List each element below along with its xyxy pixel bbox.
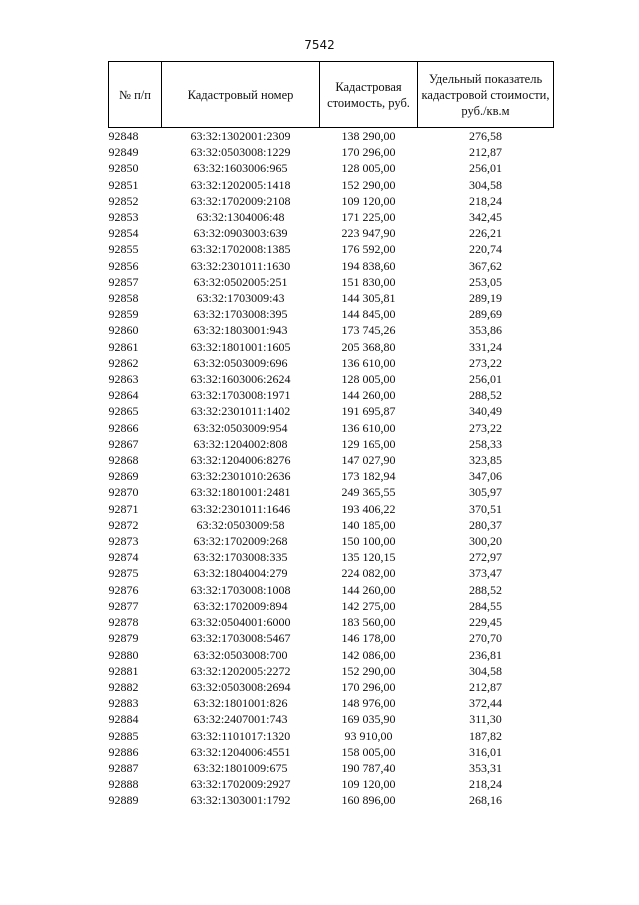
row-number: 92888: [108, 777, 139, 792]
cadastral-number: 63:32:1801001:826: [193, 696, 288, 711]
cadastral-number: 63:32:1703009:43: [196, 291, 285, 306]
specific-index: 229,45: [469, 615, 502, 630]
cadastral-value: 142 275,00: [341, 598, 396, 613]
cadastral-number: 63:32:1703008:5467: [190, 631, 291, 646]
specific-index: 331,24: [469, 339, 502, 354]
row-number: 92884: [108, 712, 139, 727]
table-row: [109, 792, 554, 808]
cadastral-number: 63:32:2301011:1630: [190, 258, 291, 273]
cadastral-number: 63:32:1702009:2927: [190, 777, 291, 792]
table-row: [109, 776, 554, 792]
specific-index: 218,24: [469, 193, 502, 208]
cadastral-value: 144 305,81: [341, 291, 396, 306]
cadastral-number: 63:32:0504001:6000: [190, 615, 291, 630]
row-number: 92873: [108, 534, 139, 549]
specific-index: 370,51: [469, 501, 502, 516]
cadastral-value: 147 027,90: [341, 453, 396, 468]
specific-index: 220,74: [469, 242, 502, 257]
table-row: [109, 209, 554, 225]
row-number: 92869: [108, 469, 139, 484]
header-specific-index: Удельный показатель кадастровой стоимости, руб./кв.м: [418, 62, 554, 128]
cadastral-number: 63:32:1302001:2309: [162, 128, 320, 145]
row-number: 92863: [108, 372, 139, 387]
cadastral-value: 148 976,00: [341, 696, 396, 711]
cadastral-number: 63:32:0503009:696: [193, 355, 288, 370]
cadastral-value: 194 838,60: [341, 258, 396, 273]
cadastral-value: 128 005,00: [341, 372, 396, 387]
table-row: [109, 452, 554, 468]
cadastral-value: 144 260,00: [341, 388, 396, 403]
cadastral-number: 63:32:1603006:965: [193, 161, 288, 176]
cadastral-number: 63:32:0503008:700: [193, 647, 288, 662]
specific-index: 289,69: [469, 307, 502, 322]
cadastral-value: 223 947,90: [341, 226, 396, 241]
cadastral-value: 93 910,00: [344, 728, 393, 743]
cadastral-number: 63:32:1303001:1792: [190, 793, 291, 808]
row-number: 92870: [108, 485, 139, 500]
cadastral-value: 150 100,00: [341, 534, 396, 549]
table-row: [109, 290, 554, 306]
specific-index: 305,97: [469, 485, 502, 500]
table-row: [109, 193, 554, 209]
row-number: 92862: [108, 355, 139, 370]
specific-index: 276,58: [418, 128, 554, 145]
cadastral-value: 160 896,00: [341, 793, 396, 808]
table-row: [109, 614, 554, 630]
row-number: 92857: [108, 274, 139, 289]
cadastral-value: 224 082,00: [341, 566, 396, 581]
cadastral-number: 63:32:1304006:48: [196, 210, 285, 225]
table-row: [109, 144, 554, 160]
specific-index: 300,20: [469, 534, 502, 549]
cadastral-number: 63:32:0502005:251: [193, 274, 288, 289]
table-row: [109, 565, 554, 581]
table-row: [109, 355, 554, 371]
cadastral-value: 193 406,22: [341, 501, 396, 516]
cadastral-value: 158 005,00: [341, 744, 396, 759]
table-row: [109, 160, 554, 176]
specific-index: 270,70: [469, 631, 502, 646]
row-number: 92852: [108, 193, 139, 208]
row-number: 92874: [108, 550, 139, 565]
cadastral-number: 63:32:0503009:954: [193, 420, 288, 435]
row-number: 92867: [108, 436, 139, 451]
specific-index: 253,05: [469, 274, 502, 289]
cadastral-number: 63:32:0903003:639: [193, 226, 288, 241]
table-row: [109, 468, 554, 484]
cadastral-value: 173 182,94: [341, 469, 396, 484]
table-row: [109, 663, 554, 679]
cadastral-number: 63:32:1204006:4551: [190, 744, 291, 759]
table-row: [109, 533, 554, 549]
table-row: [109, 549, 554, 565]
cadastral-value: 109 120,00: [341, 777, 396, 792]
cadastral-value: 249 365,55: [341, 485, 396, 500]
cadastral-number: 63:32:1202005:1418: [190, 177, 291, 192]
specific-index: 342,45: [469, 210, 502, 225]
table-row: [109, 258, 554, 274]
table-row: [109, 598, 554, 614]
cadastral-value: 152 290,00: [341, 177, 396, 192]
row-number: 92877: [108, 598, 139, 613]
cadastral-number: 63:32:1202005:2272: [190, 663, 291, 678]
cadastral-value: 170 296,00: [341, 679, 396, 694]
specific-index: 304,58: [469, 177, 502, 192]
cadastral-number: 63:32:1204002:808: [193, 436, 288, 451]
specific-index: 256,01: [469, 372, 502, 387]
specific-index: 258,33: [469, 436, 502, 451]
specific-index: 218,24: [469, 777, 502, 792]
cadastral-number: 63:32:1702008:1385: [190, 242, 291, 257]
table-row: [109, 225, 554, 241]
specific-index: 212,87: [469, 679, 502, 694]
cadastral-value: 169 035,90: [341, 712, 396, 727]
cadastral-number: 63:32:1101017:1320: [190, 728, 291, 743]
row-number: 92864: [108, 388, 139, 403]
table-row: [109, 387, 554, 403]
row-number: 92887: [108, 760, 139, 775]
row-number: 92866: [108, 420, 139, 435]
specific-index: 316,01: [469, 744, 502, 759]
cadastral-number: 63:32:1801001:1605: [190, 339, 291, 354]
specific-index: 340,49: [469, 404, 502, 419]
table-row: [109, 177, 554, 193]
row-number: 92875: [108, 566, 139, 581]
cadastral-number: 63:32:2301011:1646: [190, 501, 291, 516]
table-row: [109, 582, 554, 598]
cadastral-number: 63:32:0503008:1229: [190, 145, 291, 160]
specific-index: 273,22: [469, 355, 502, 370]
cadastral-value: 152 290,00: [341, 663, 396, 678]
table-row: [109, 420, 554, 436]
row-number: 92883: [108, 696, 139, 711]
table-row: [109, 128, 554, 145]
specific-index: 212,87: [469, 145, 502, 160]
table-row: [109, 517, 554, 533]
cadastral-value: 205 368,80: [341, 339, 396, 354]
row-number: 92886: [108, 744, 139, 759]
cadastral-number: 63:32:1702009:894: [193, 598, 288, 613]
table-row: [109, 744, 554, 760]
cadastral-number: 63:32:1801001:2481: [190, 485, 291, 500]
specific-index: 311,30: [469, 712, 502, 727]
cadastral-value: 144 845,00: [341, 307, 396, 322]
cadastral-value: 109 120,00: [341, 193, 396, 208]
table-row: [109, 241, 554, 257]
table-row: [109, 647, 554, 663]
row-number: 92889: [108, 793, 139, 808]
cadastral-value: 140 185,00: [341, 517, 396, 532]
row-number: 92880: [108, 647, 139, 662]
row-number: 92858: [108, 291, 139, 306]
cadastral-value: 136 610,00: [341, 420, 396, 435]
row-number: 92848: [109, 128, 162, 145]
row-number: 92853: [108, 210, 139, 225]
row-number: 92885: [108, 728, 139, 743]
cadastral-value: 135 120,15: [341, 550, 396, 565]
specific-index: 347,06: [469, 469, 502, 484]
specific-index: 272,97: [469, 550, 502, 565]
table-row: [109, 484, 554, 500]
row-number: 92855: [108, 242, 139, 257]
row-number: 92856: [108, 258, 139, 273]
row-number: 92871: [108, 501, 139, 516]
specific-index: 256,01: [469, 161, 502, 176]
row-number: 92868: [108, 453, 139, 468]
specific-index: 280,37: [469, 517, 502, 532]
cadastral-value: 173 745,26: [341, 323, 396, 338]
table-row: [109, 695, 554, 711]
cadastral-number: 63:32:1204006:8276: [190, 453, 291, 468]
cadastral-table: [108, 61, 554, 809]
row-number: 92860: [108, 323, 139, 338]
cadastral-value: 170 296,00: [341, 145, 396, 160]
row-number: 92879: [108, 631, 139, 646]
table-row: [109, 403, 554, 419]
cadastral-number: 63:32:2301010:2636: [190, 469, 291, 484]
specific-index: 353,86: [469, 323, 502, 338]
cadastral-value: 144 260,00: [341, 582, 396, 597]
specific-index: 288,52: [469, 388, 502, 403]
cadastral-number: 63:32:1804004:279: [193, 566, 288, 581]
cadastral-number: 63:32:1703008:1008: [190, 582, 291, 597]
table-row: [109, 728, 554, 744]
specific-index: 268,16: [469, 793, 502, 808]
cadastral-value: 176 592,00: [341, 242, 396, 257]
cadastral-number: 63:32:0503009:58: [196, 517, 285, 532]
specific-index: 273,22: [469, 420, 502, 435]
table-row: [109, 371, 554, 387]
row-number: 92850: [108, 161, 139, 176]
cadastral-number: 63:32:1703008:395: [193, 307, 288, 322]
row-number: 92881: [108, 663, 139, 678]
cadastral-number: 63:32:2301011:1402: [190, 404, 291, 419]
cadastral-value: 142 086,00: [341, 647, 396, 662]
table-row: [109, 339, 554, 355]
cadastral-value: 136 610,00: [341, 355, 396, 370]
row-number: 92865: [108, 404, 139, 419]
cadastral-number: 63:32:0503008:2694: [190, 679, 291, 694]
row-number: 92861: [108, 339, 139, 354]
row-number: 92872: [108, 517, 139, 532]
cadastral-value: 138 290,00: [320, 128, 418, 145]
table-row: [109, 322, 554, 338]
cadastral-number: 63:32:1702009:2108: [190, 193, 291, 208]
specific-index: 323,85: [469, 453, 502, 468]
header-cadastral-value: Кадастровая стоимость, руб.: [320, 62, 418, 128]
specific-index: 187,82: [469, 728, 502, 743]
cadastral-value: 171 225,00: [341, 210, 396, 225]
specific-index: 304,58: [469, 663, 502, 678]
specific-index: 284,55: [469, 598, 502, 613]
table-row: [109, 501, 554, 517]
specific-index: 226,21: [469, 226, 502, 241]
row-number: 92859: [108, 307, 139, 322]
specific-index: 353,31: [469, 760, 502, 775]
specific-index: 288,52: [469, 582, 502, 597]
row-number: 92882: [108, 679, 139, 694]
cadastral-value: 146 178,00: [341, 631, 396, 646]
specific-index: 373,47: [469, 566, 502, 581]
row-number: 92878: [108, 615, 139, 630]
cadastral-number: 63:32:1703008:1971: [190, 388, 291, 403]
table-header-row: [109, 62, 554, 128]
table-body: [109, 128, 554, 809]
table-row: [109, 306, 554, 322]
row-number: 92876: [108, 582, 139, 597]
cadastral-value: 128 005,00: [341, 161, 396, 176]
specific-index: 367,62: [469, 258, 502, 273]
table-row: [109, 711, 554, 727]
header-num: № п/п: [109, 62, 162, 128]
row-number: 92849: [108, 145, 139, 160]
cadastral-value: 151 830,00: [341, 274, 396, 289]
cadastral-number: 63:32:1703008:335: [193, 550, 288, 565]
table-row: [109, 760, 554, 776]
row-number: 92851: [108, 177, 139, 192]
table-row: [109, 274, 554, 290]
cadastral-value: 191 695,87: [341, 404, 396, 419]
row-number: 92854: [108, 226, 139, 241]
specific-index: 289,19: [469, 291, 502, 306]
specific-index: 236,81: [469, 647, 502, 662]
cadastral-number: 63:32:1603006:2624: [190, 372, 291, 387]
cadastral-number: 63:32:1702009:268: [193, 534, 288, 549]
cadastral-value: 190 787,40: [341, 760, 396, 775]
table-row: [109, 630, 554, 646]
table-row: [109, 679, 554, 695]
specific-index: 372,44: [469, 696, 502, 711]
table-row: [109, 436, 554, 452]
header-cadastral-number: Кадастровый номер: [162, 62, 320, 128]
page-number: 7542: [304, 38, 335, 52]
cadastral-value: 183 560,00: [341, 615, 396, 630]
cadastral-number: 63:32:1801009:675: [193, 760, 288, 775]
cadastral-value: 129 165,00: [341, 436, 396, 451]
cadastral-number: 63:32:1803001:943: [193, 323, 288, 338]
cadastral-number: 63:32:2407001:743: [193, 712, 288, 727]
